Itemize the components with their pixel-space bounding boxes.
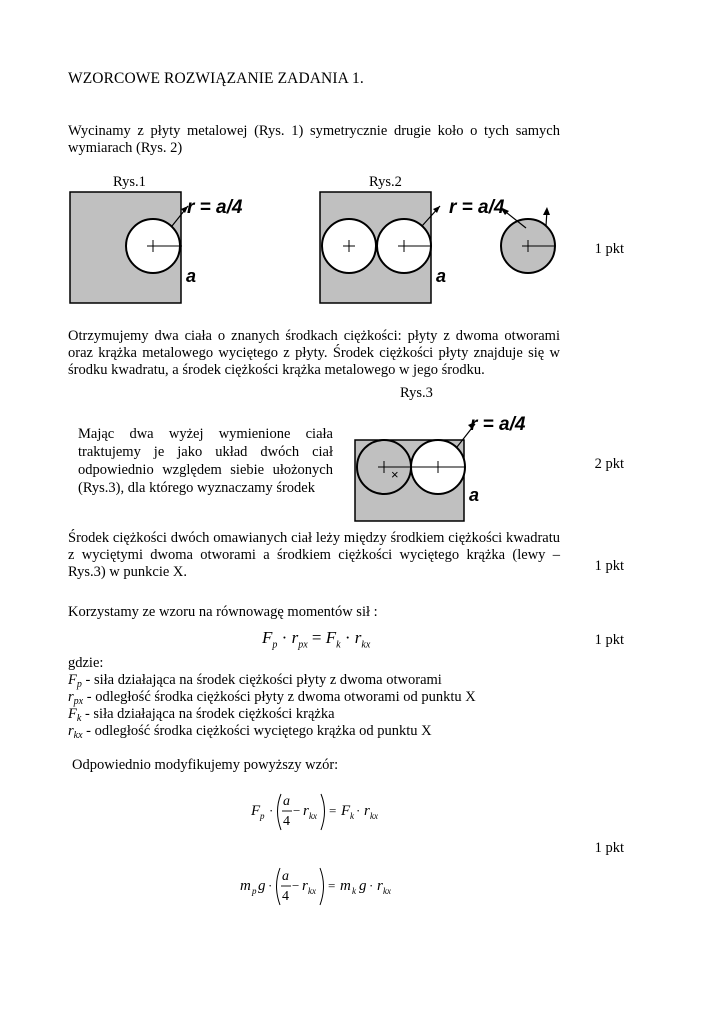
intro-paragraph: Wycinamy z płyty metalowej (Rys. 1) symetrycznie drugie koło o tych samych wymiarach (Rys. 2) <box>68 123 560 156</box>
svg-text:a: a <box>282 869 289 884</box>
svg-text:p: p <box>252 886 257 896</box>
definition-fp: $F_p$ - siła działająca na środek ciężkości płyty z dwoma otworami <box>68 672 442 690</box>
points-2: 2 pkt <box>594 456 624 472</box>
radius-label: r = a/4 <box>449 197 505 218</box>
svg-text:−: − <box>293 803 301 818</box>
svg-text:·: · <box>269 803 274 818</box>
svg-text:4: 4 <box>282 889 289 904</box>
point-x-marker: × <box>391 467 399 482</box>
definition-fk: $F_k$ - siła działająca na środek ciężkości krążka <box>68 706 335 724</box>
svg-text:a: a <box>283 794 290 809</box>
svg-text:g: g <box>359 878 367 894</box>
equation-modified-2 <box>235 862 415 910</box>
svg-text:r: r <box>303 803 309 819</box>
rys3-figure <box>345 400 555 525</box>
side-label: a <box>186 266 197 286</box>
paragraph-2: Otrzymujemy dwa ciała o znanych środkach ciężkości: płyty z dwoma otworami oraz krążka metalowego wyciętego z płyty. Środek ciężkości płyty znajduje się w środku kwadratu, a środek ciężkości krążka metalowego w jego środku. <box>68 328 560 378</box>
svg-text:m: m <box>340 878 351 894</box>
svg-text:·: · <box>356 803 361 818</box>
svg-text:k: k <box>350 811 354 821</box>
svg-text:kx: kx <box>383 886 391 896</box>
svg-text:p: p <box>260 811 265 821</box>
equation-modified-1 <box>245 788 415 836</box>
paragraph-3: Mając dwa wyżej wymienione ciała traktujemy je jako układ dwóch ciał odpowiednio względem siebie ułożonych (Rys.3), dla którego wyznaczamy środek <box>78 426 333 496</box>
side-label: a <box>469 485 480 505</box>
rys2-figure <box>310 188 570 318</box>
rys2-label: Rys.2 <box>369 174 402 190</box>
rys3-label: Rys.3 <box>400 385 433 401</box>
svg-text:·: · <box>369 878 374 893</box>
svg-text:·: · <box>268 878 273 893</box>
points-1: 1 pkt <box>594 241 624 257</box>
definition-rkx: $r_{kx}$ - odległość środka ciężkości wyciętego krążka od punktu X <box>68 723 432 741</box>
svg-text:F: F <box>251 803 261 819</box>
points-5: 1 pkt <box>594 840 624 856</box>
svg-text:4: 4 <box>283 814 290 829</box>
svg-text:=: = <box>328 878 336 893</box>
svg-text:kx: kx <box>309 811 317 821</box>
rys1-figure <box>60 188 270 318</box>
svg-text:kx: kx <box>370 811 378 821</box>
svg-text:r: r <box>364 803 370 819</box>
paragraph-4: Środek ciężkości dwóch omawianych ciał leży między środkiem ciężkości kwadratu z wyciętymi dwoma otworami a środkiem ciężkości wyciętego krążka (lewy – Rys.3) w punkcie X. <box>68 530 560 580</box>
paragraph-5: Korzystamy ze wzoru na równowagę momentów sił : <box>68 604 378 620</box>
svg-text:k: k <box>352 886 356 896</box>
svg-text:r: r <box>377 878 383 894</box>
svg-text:F: F <box>341 803 351 819</box>
svg-text:g: g <box>258 878 266 894</box>
svg-text:kx: kx <box>308 886 316 896</box>
svg-text:−: − <box>292 878 300 893</box>
radius-label: r = a/4 <box>470 414 526 435</box>
paragraph-6: Odpowiednio modyfikujemy powyższy wzór: <box>72 757 339 773</box>
svg-text:=: = <box>329 803 337 818</box>
side-label: a <box>436 266 447 286</box>
definition-rpx: $r_{px}$ - odległość środka ciężkości płyty z dwoma otworami od punktu X <box>68 689 476 707</box>
points-3: 1 pkt <box>594 558 624 574</box>
points-4: 1 pkt <box>594 632 624 648</box>
rys1-label: Rys.1 <box>113 174 146 190</box>
gdzie-label: gdzie: <box>68 655 104 671</box>
page-title: WZORCOWE ROZWIĄZANIE ZADANIA 1. <box>68 70 364 87</box>
svg-text:r: r <box>302 878 308 894</box>
svg-text:m: m <box>240 878 251 894</box>
equation-moments: $F_p \cdot r_{px} = F_k \cdot r_{kx}$ <box>262 628 371 651</box>
radius-label: r = a/4 <box>187 197 243 218</box>
